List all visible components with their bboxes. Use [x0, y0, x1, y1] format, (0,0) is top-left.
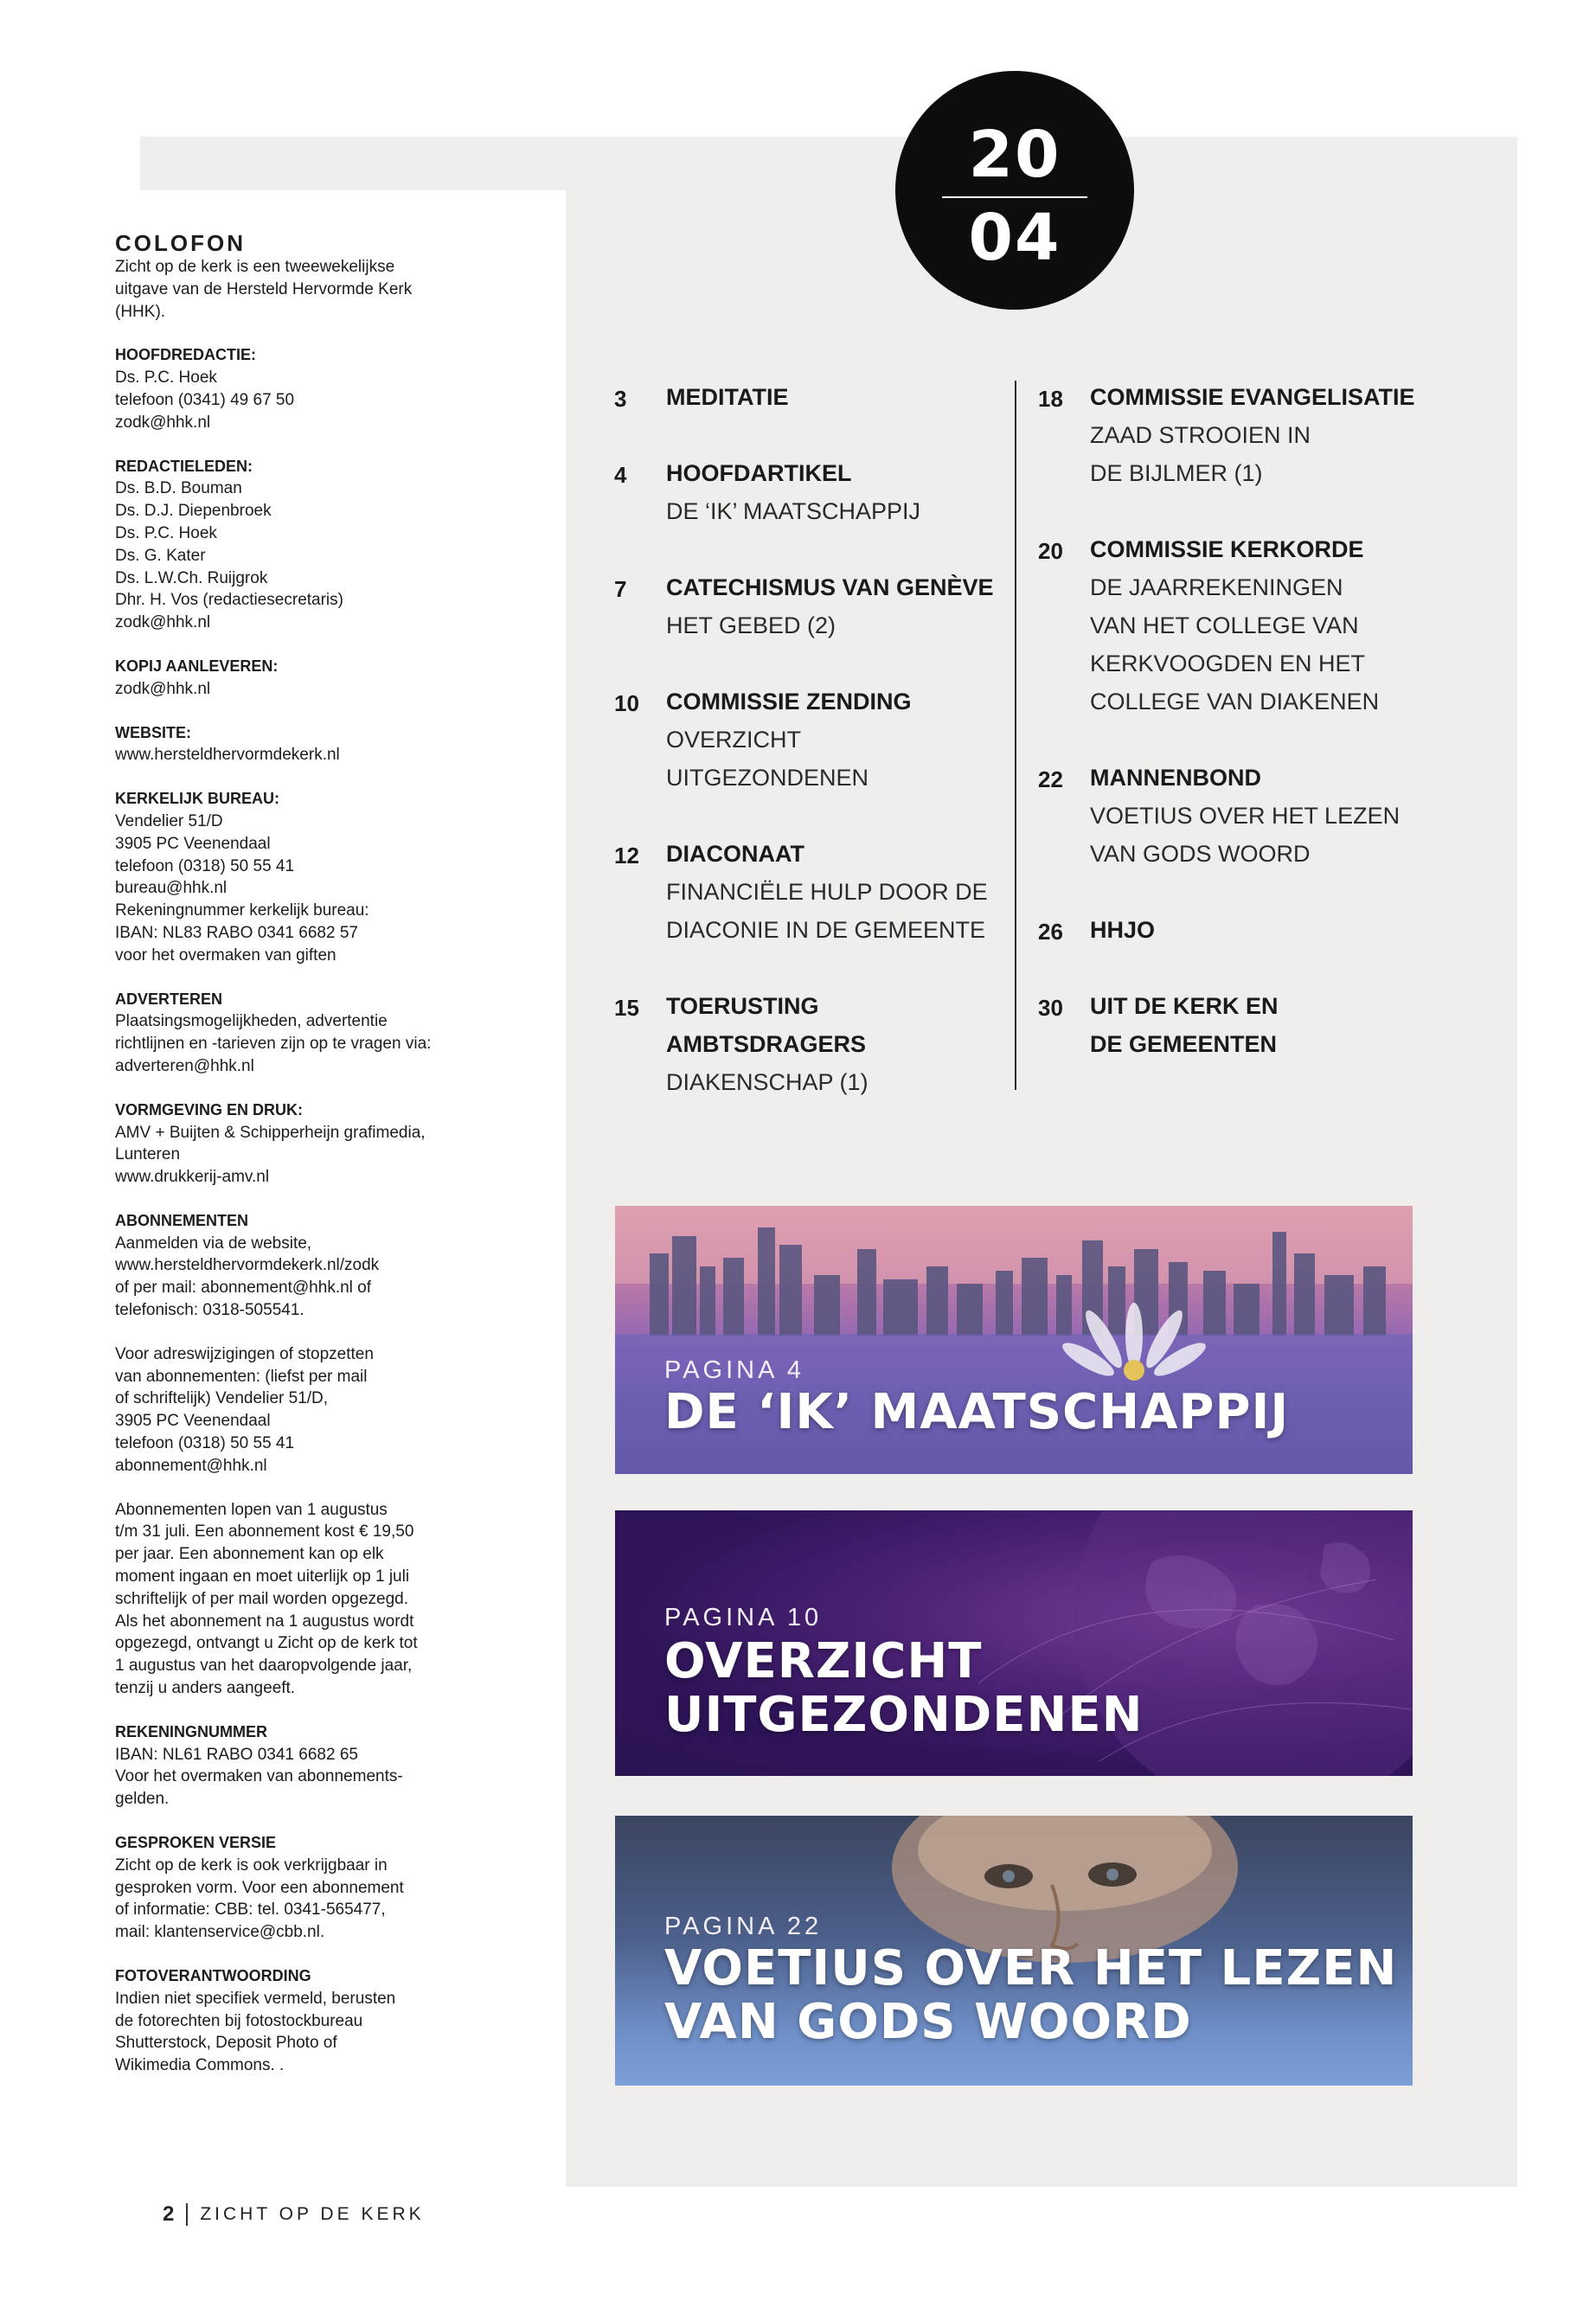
toc-subtitle: COLLEGE VAN DIAKENEN [1090, 689, 1380, 715]
feature-banner-ik-maatschappij[interactable] [615, 1206, 1413, 1474]
colofon-title: COLOFON [115, 230, 246, 256]
toc-subtitle: UITGEZONDENEN [666, 765, 869, 791]
colofon-line: IBAN: NL61 RABO 0341 6682 65 [115, 1745, 358, 1764]
toc-entry[interactable] [614, 987, 1012, 1101]
colofon-section [115, 1499, 487, 1700]
toc-title: DE GEMEENTEN [1090, 1031, 1278, 1057]
toc-entry[interactable] [614, 378, 1012, 416]
colofon-section [115, 1343, 487, 1477]
toc-page-number: 12 [614, 843, 639, 868]
colofon-line: Ds. D.J. Diepenbroek [115, 502, 272, 521]
toc-subtitle: DE ‘IK’ MAATSCHAPPIJ [666, 498, 921, 524]
banner-headline-line: DE ‘IK’ MAATSCHAPPIJ [664, 1384, 1290, 1440]
colofon-line: adverteren@hhk.nl [115, 1056, 254, 1075]
toc-subtitle: KERKVOOGDEN EN HET [1090, 651, 1366, 676]
banner-headline [664, 1386, 1289, 1439]
colofon-line: Voor het overmaken van abonnements- [115, 1767, 403, 1786]
colofon-line: bureau@hhk.nl [115, 879, 228, 898]
colofon-section [115, 1965, 487, 2077]
colofon-line: Shutterstock, Deposit Photo of [115, 2034, 337, 2053]
colofon-line: tenzij u anders aangeeft. [115, 1679, 296, 1698]
toc-page-number: 3 [614, 386, 627, 412]
colofon-line: Ds. G. Kater [115, 546, 206, 565]
toc-page-number: 10 [614, 690, 639, 716]
toc-page-number: 15 [614, 995, 639, 1021]
colofon-line: zodk@hhk.nl [115, 413, 211, 432]
colofon-section-heading: ABONNEMENTEN [115, 1211, 249, 1229]
issue-divider [942, 196, 1087, 198]
toc-subtitle: ZAAD STROOIEN IN [1090, 422, 1311, 448]
colofon-line: Lunteren [115, 1145, 181, 1164]
toc-entry[interactable] [1038, 987, 1453, 1063]
toc-title: COMMISSIE ZENDING [666, 689, 912, 715]
colofon-line: t/m 31 juli. Een abonnement kost € 19,50 [115, 1522, 414, 1541]
toc-title: COMMISSIE EVANGELISATIE [1090, 384, 1415, 410]
colofon-line: of schriftelijk) Vendelier 51/D, [115, 1389, 329, 1408]
toc-title: HOOFDARTIKEL [666, 460, 852, 486]
colofon-line: 1 augustus van het daaropvolgende jaar, [115, 1657, 413, 1676]
colofon-intro-line: (HHK). [115, 302, 166, 321]
toc-subtitle: VAN GODS WOORD [1090, 841, 1311, 867]
colofon-line: Indien niet specifiek vermeld, berusten [115, 1989, 396, 2008]
issue-number: 04 [968, 201, 1061, 275]
toc-title: DIACONAAT [666, 841, 804, 867]
colofon-line: of per mail: abonnement@hhk.nl of [115, 1279, 372, 1298]
colofon-section [115, 1099, 487, 1189]
colofon-line: telefonisch: 0318-505541. [115, 1301, 304, 1320]
toc-subtitle: OVERZICHT [666, 727, 802, 753]
colofon-line: IBAN: NL83 RABO 0341 6682 57 [115, 923, 358, 942]
toc-page-number: 4 [614, 462, 627, 488]
colofon-line: of informatie: CBB: tel. 0341-565477, [115, 1900, 386, 1920]
page-footer [163, 2202, 425, 2227]
colofon-line: opgezegd, ontvangt u Zicht op de kerk tot [115, 1634, 418, 1653]
colofon-line: Vendelier 51/D [115, 811, 223, 830]
issue-year: 20 [968, 118, 1061, 192]
colofon-section-heading: FOTOVERANTWOORDING [115, 1967, 311, 1984]
toc-title: AMBTSDRAGERS [666, 1031, 867, 1057]
toc-entry[interactable] [1038, 759, 1453, 873]
colofon-section-heading: GESPROKEN VERSIE [115, 1834, 277, 1852]
colofon-line: richtlijnen en -tarieven zijn op te vragen via: [115, 1035, 432, 1054]
toc-page-number: 20 [1038, 538, 1063, 564]
colofon-section-heading: KOPIJ AANLEVEREN: [115, 657, 279, 675]
colofon-section [115, 344, 487, 433]
toc-subtitle: DE JAARREKENINGEN [1090, 574, 1343, 600]
toc-title: TOERUSTING [666, 993, 819, 1019]
toc-page-number: 26 [1038, 919, 1063, 945]
colofon-line: 3905 PC Veenendaal [115, 834, 271, 853]
toc-page-number: 7 [614, 576, 627, 602]
colofon-line: www.drukkerij-amv.nl [115, 1168, 270, 1187]
magazine-name: ZICHT OP DE KERK [200, 2204, 425, 2224]
toc-divider [1015, 381, 1016, 1090]
colofon-line: Ds. P.C. Hoek [115, 369, 217, 388]
colofon-line: Zicht op de kerk is ook verkrijgbaar in [115, 1856, 388, 1875]
colofon-line: de fotorechten bij fotostockbureau [115, 2011, 363, 2030]
colofon [115, 230, 487, 2099]
colofon-line: Rekeningnummer kerkelijk bureau: [115, 901, 369, 920]
banner-headline-line: VAN GODS WOORD [664, 1994, 1192, 2050]
colofon-section [115, 1832, 487, 1944]
toc-title: MEDITATIE [666, 384, 789, 410]
colofon-line: schriftelijk of per mail worden opgezegd. [115, 1589, 409, 1608]
toc-page-number: 18 [1038, 386, 1063, 412]
colofon-line: Aanmelden via de website, [115, 1234, 312, 1253]
colofon-line: 3905 PC Veenendaal [115, 1412, 271, 1431]
toc-subtitle: DIAKENSCHAP (1) [666, 1069, 869, 1095]
colofon-line: Plaatsingsmogelijkheden, advertentie [115, 1012, 388, 1031]
feature-banner-voetius[interactable] [615, 1816, 1413, 2086]
banner-headline [664, 1942, 1397, 2049]
toc-entry[interactable] [1038, 911, 1453, 949]
colofon-line: telefoon (0318) 50 55 41 [115, 1434, 295, 1453]
banner-page-label: PAGINA 22 [664, 1913, 823, 1940]
colofon-line: AMV + Buijten & Schipperheijn grafimedia, [115, 1123, 426, 1142]
colofon-section [115, 788, 487, 966]
colofon-line: Wikimedia Commons. . [115, 2056, 285, 2075]
colofon-line: van abonnementen: (liefst per mail [115, 1367, 368, 1386]
colofon-intro-line: uitgave van de Hersteld Hervormde Kerk [115, 279, 413, 298]
colofon-line: abonnement@hhk.nl [115, 1456, 267, 1475]
feature-banner-overzicht-uitgezondenen[interactable] [615, 1510, 1413, 1776]
toc-subtitle: VAN HET COLLEGE VAN [1090, 612, 1359, 638]
banner-headline-line: OVERZICHT [664, 1633, 983, 1689]
toc-title: CATECHISMUS VAN GENÈVE [666, 574, 994, 600]
colofon-line: voor het overmaken van giften [115, 945, 337, 965]
colofon-intro-line: Zicht op de kerk is een tweewekelijkse [115, 258, 395, 276]
issue-badge [895, 71, 1134, 310]
toc-entry[interactable] [614, 454, 1012, 530]
toc-subtitle: DIACONIE IN DE GEMEENTE [666, 917, 986, 943]
toc-entry[interactable] [1038, 530, 1453, 721]
colofon-section-heading: HOOFDREDACTIE: [115, 346, 256, 364]
toc-page-number: 30 [1038, 995, 1063, 1021]
toc-title: MANNENBOND [1090, 765, 1261, 791]
colofon-section-heading: REDACTIELEDEN: [115, 457, 253, 475]
banner-page-label: PAGINA 10 [664, 1604, 823, 1631]
toc-subtitle: VOETIUS OVER HET LEZEN [1090, 803, 1401, 829]
page-number: 2 [163, 2202, 175, 2226]
footer-separator [186, 2203, 188, 2226]
colofon-section [115, 656, 487, 701]
colofon-line: telefoon (0341) 49 67 50 [115, 390, 295, 409]
toc-right-column [1038, 378, 1453, 1101]
colofon-line: zodk@hhk.nl [115, 613, 211, 632]
colofon-line: per jaar. Een abonnement kan op elk [115, 1545, 384, 1564]
colofon-line: gesproken vorm. Voor een abonnement [115, 1878, 404, 1897]
toc-entry[interactable] [614, 568, 1012, 644]
toc-title: HHJO [1090, 917, 1156, 943]
colofon-line: moment ingaan en moet uiterlijk op 1 juli [115, 1567, 410, 1586]
colofon-sections [115, 344, 487, 2077]
toc-page-number: 22 [1038, 766, 1063, 792]
colofon-line: Ds. L.W.Ch. Ruijgrok [115, 568, 268, 587]
banner-headline-line: UITGEZONDENEN [664, 1687, 1144, 1743]
toc-entry[interactable] [614, 835, 1012, 949]
banner-page-label: PAGINA 4 [664, 1356, 805, 1384]
colofon-section-heading: KERKELIJK BUREAU: [115, 790, 280, 808]
colofon-line: www.hersteldhervormdekerk.nl/zodk [115, 1256, 380, 1275]
colofon-section-heading: REKENINGNUMMER [115, 1722, 268, 1740]
colofon-line: telefoon (0318) 50 55 41 [115, 856, 295, 875]
colofon-section-heading: WEBSITE: [115, 723, 191, 741]
colofon-line: zodk@hhk.nl [115, 679, 211, 698]
toc-title: COMMISSIE KERKORDE [1090, 536, 1364, 562]
colofon-line: Dhr. H. Vos (redactiesecretaris) [115, 591, 343, 610]
toc-left-column [614, 378, 1012, 1139]
banner-headline-line: VOETIUS OVER HET LEZEN [664, 1940, 1398, 1997]
banner-headline [664, 1635, 1144, 1742]
colofon-line: Abonnementen lopen van 1 augustus [115, 1500, 388, 1519]
colofon-section [115, 1721, 487, 1811]
colofon-section-heading: ADVERTEREN [115, 990, 223, 1008]
colofon-section-heading: VORMGEVING EN DRUK: [115, 1100, 304, 1118]
toc-subtitle: DE BIJLMER (1) [1090, 460, 1263, 486]
colofon-line: Als het abonnement na 1 augustus wordt [115, 1612, 414, 1631]
colofon-section [115, 1210, 487, 1322]
colofon-section [115, 722, 487, 767]
toc-title: UIT DE KERK EN [1090, 993, 1279, 1019]
colofon-line: Ds. P.C. Hoek [115, 523, 217, 542]
toc-subtitle: HET GEBED (2) [666, 612, 836, 638]
colofon-line: Voor adreswijzigingen of stopzetten [115, 1344, 374, 1363]
colofon-section [115, 456, 487, 634]
colofon-line: Ds. B.D. Bouman [115, 479, 242, 498]
toc-subtitle: FINANCIËLE HULP DOOR DE [666, 879, 988, 905]
colofon-intro [115, 256, 487, 323]
colofon-line: mail: klantenservice@cbb.nl. [115, 1923, 325, 1942]
colofon-line: gelden. [115, 1790, 170, 1809]
toc-entry[interactable] [1038, 378, 1453, 492]
colofon-section [115, 989, 487, 1078]
toc-entry[interactable] [614, 683, 1012, 797]
colofon-line: www.hersteldhervormdekerk.nl [115, 746, 340, 765]
